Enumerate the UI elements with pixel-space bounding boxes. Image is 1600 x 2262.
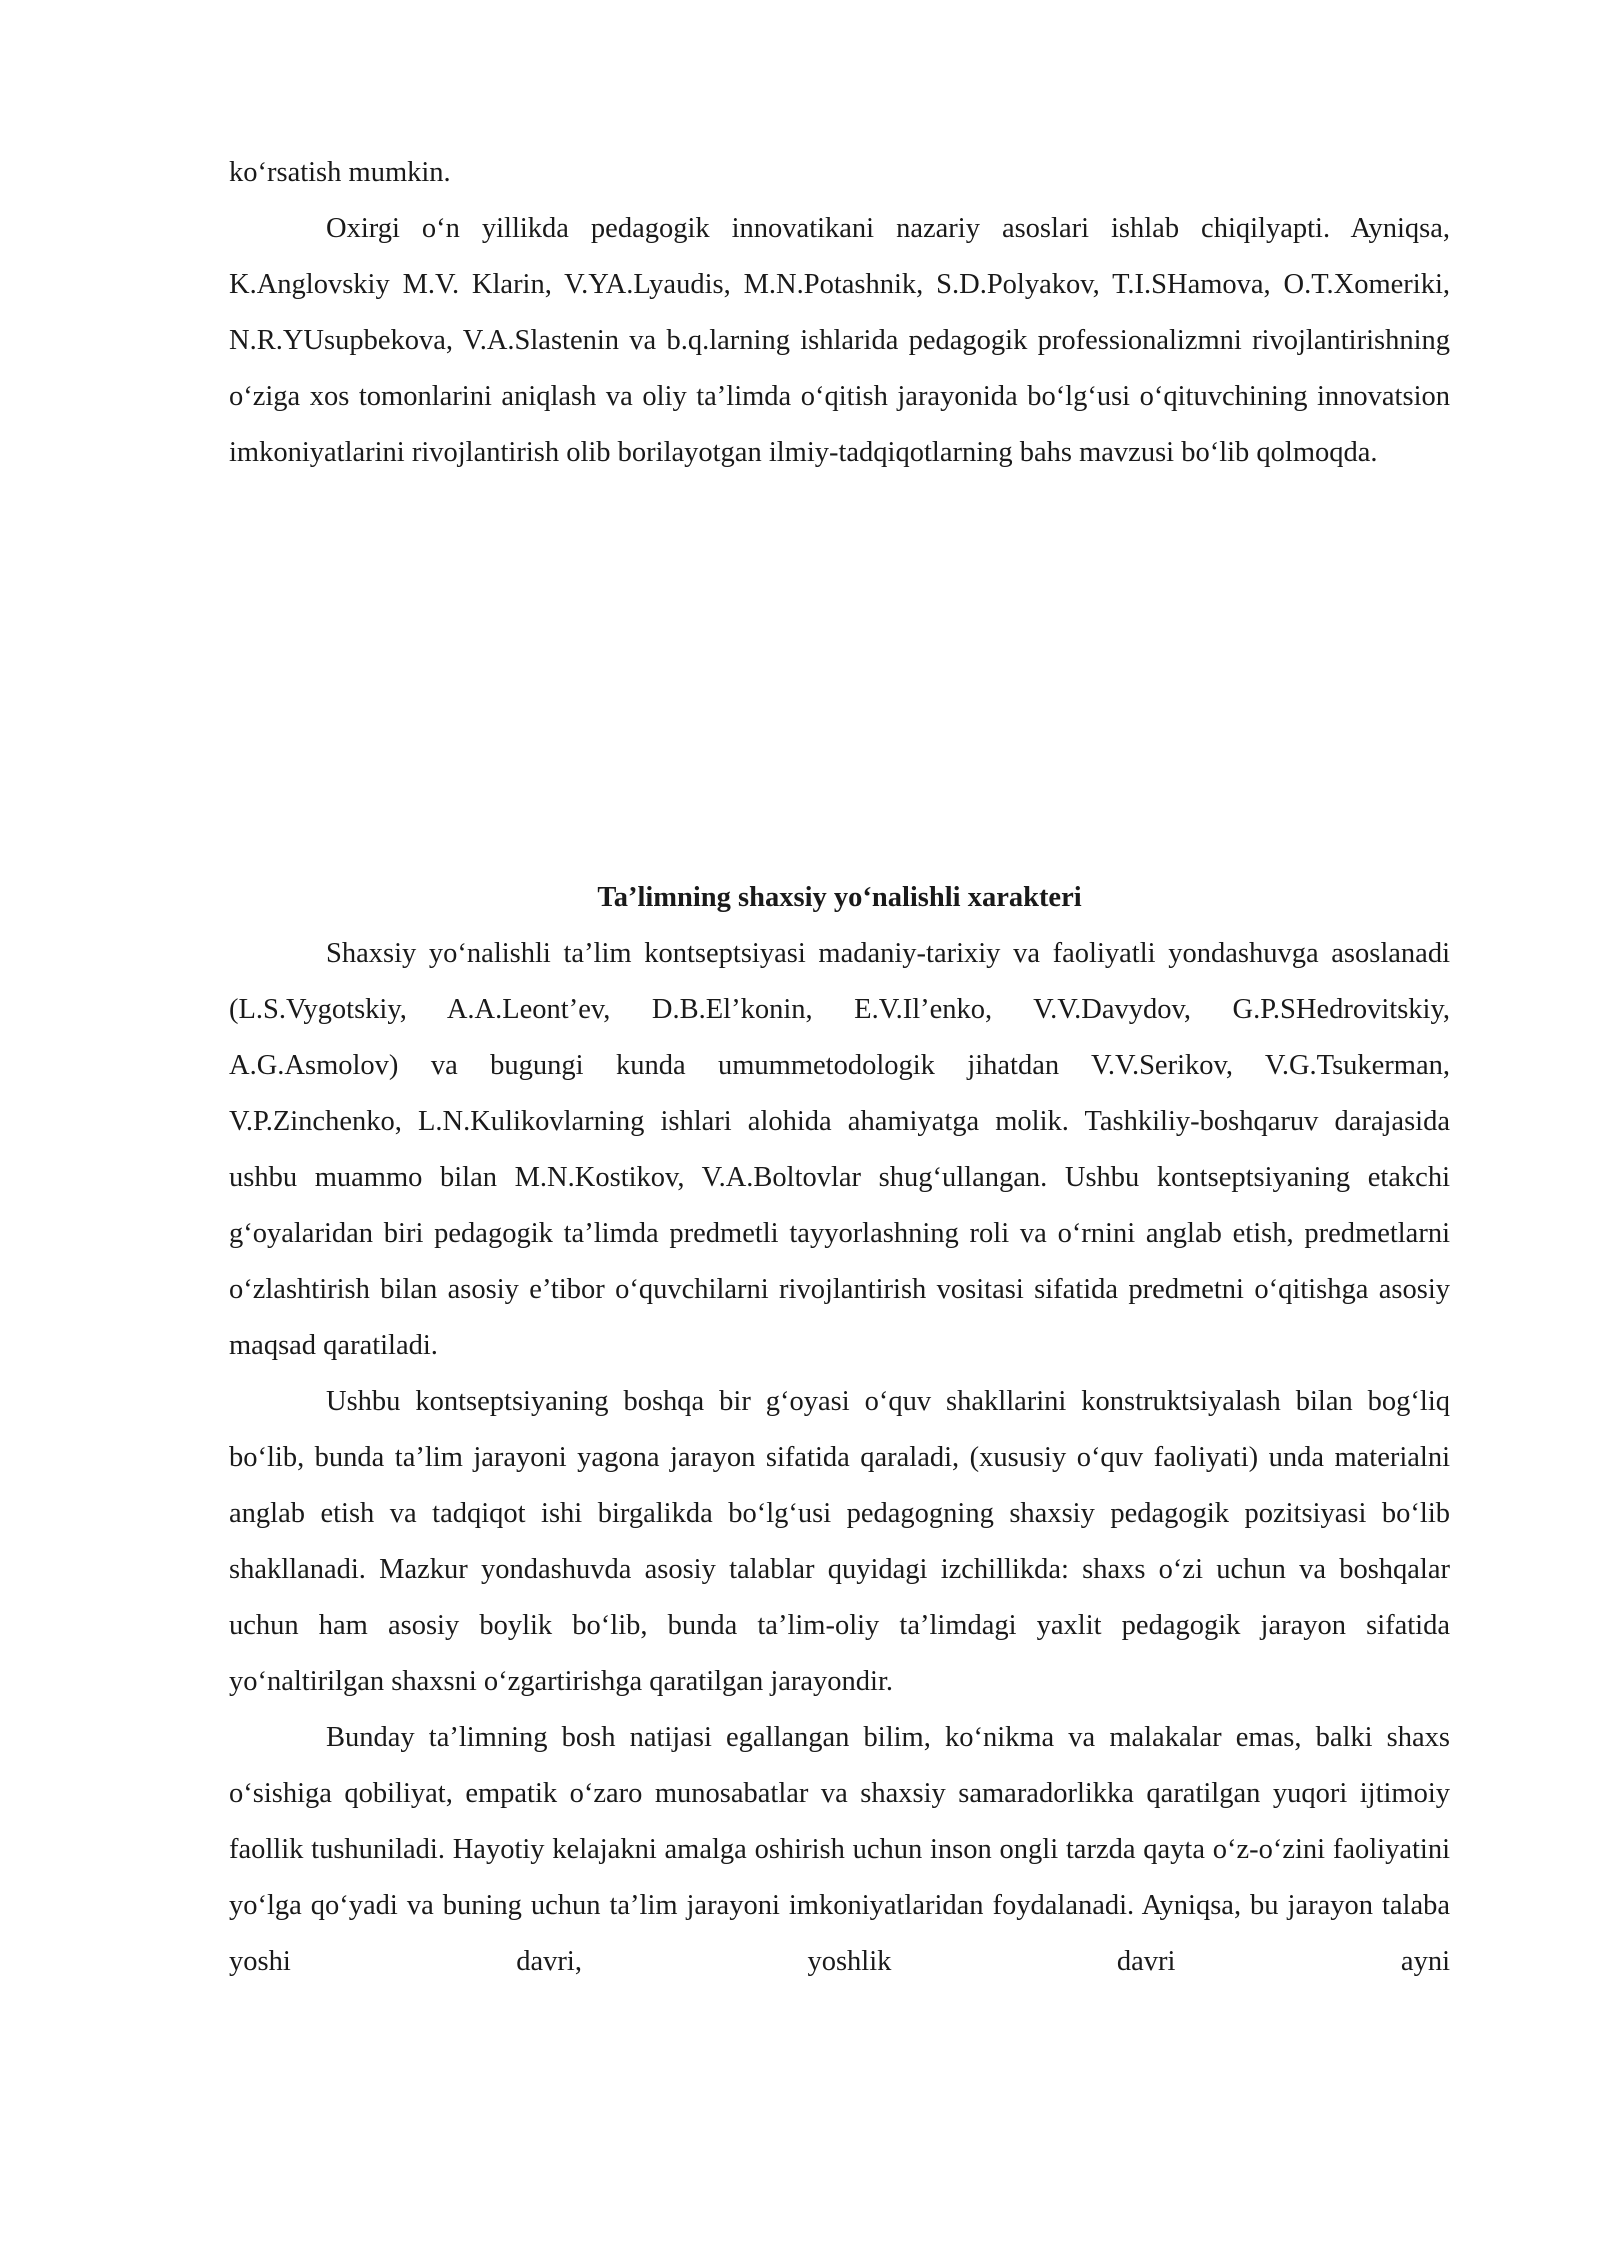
- body-paragraph: Bunday ta’limning bosh natijasi egallangan bilim, ko‘nikma va malakalar emas, balki shaxs o‘sishiga qobiliyat, empatik o‘zaro munosabatlar va shaxsiy samaradorlikka qaratilgan yuqori ijtimoiy faollik tushuniladi. Hayotiy kelajakni amalga oshirish uchun inson ongli tarzda qayta o‘z-o‘zini faoliyatini yo‘lga qo‘yadi va buning uchun ta’lim jarayoni imkoniyatlaridan foydalanadi. Ayniqsa, bu jarayon talaba yoshi davri, yoshlik davri ayni: [229, 1722, 1450, 1977]
- continuation-line: ko‘rsatish mumkin.: [229, 157, 451, 188]
- body-paragraph: Shaxsiy yo‘nalishli ta’lim kontseptsiyasi madaniy-tarixiy va faoliyatli yondashuvga asoslanadi (L.S.Vygotskiy, A.A.Leont’ev, D.B.El’konin, E.V.Il’enko, V.V.Davydov, G.P.SHedrovitskiy, A.G.Asmolov) va bugungi kunda umummetodologik jihatdan V.V.Serikov, V.G.Tsukerman, V.P.Zinchenko, L.N.Kulikovlarning ishlari alohida ahamiyatga molik. Tashkiliy-boshqaruv darajasida ushbu muammo bilan M.N.Kostikov, V.A.Boltovlar shug‘ullangan. Ushbu kontseptsiyaning etakchi g‘oyalaridan biri pedagogik ta’limda predmetli tayyorlashning roli va o‘rnini anglab etish, predmetlarni o‘zlashtirish bilan asosiy e’tibor o‘quvchilarni rivojlantirish vositasi sifatida predmetni o‘qitishga asosiy maqsad qaratiladi.: [229, 938, 1450, 1361]
- main-text-block: [229, 926, 1450, 1990]
- top-text-block: [229, 145, 1450, 481]
- intro-paragraph: Oxirgi o‘n yillikda pedagogik innovatikani nazariy asoslari ishlab chiqilyapti. Ayniqsa, K.Anglovskiy M.V. Klarin, V.YA.Lyaudis, M.N.Potashnik, S.D.Polyakov, T.I.SHamova, O.T.Xomeriki, N.R.YUsupbekova, V.A.Slastenin va b.q.larning ishlarida pedagogik professionalizmni rivojlantirishning o‘ziga xos tomonlarini aniqlash va oliy ta’limda o‘qitish jarayonida bo‘lg‘usi o‘qituvchining innovatsion imkoniyatlarini rivojlantirish olib borilayotgan ilmiy-tadqiqotlarning bahs mavzusi bo‘lib qolmoqda.: [229, 213, 1450, 468]
- section-heading: Ta’limning shaxsiy yo‘nalishli xarakteri: [597, 882, 1082, 913]
- body-paragraph: Ushbu kontseptsiyaning boshqa bir g‘oyasi o‘quv shakllarini konstruktsiyalash bilan bog‘liq bo‘lib, bunda ta’lim jarayoni yagona jarayon sifatida qaraladi, (xususiy o‘quv faoliyati) unda materialni anglab etish va tadqiqot ishi birgalikda bo‘lg‘usi pedagogning shaxsiy pedagogik pozitsiyasi bo‘lib shakllanadi. Mazkur yondashuvda asosiy talablar quyidagi izchillikda: shaxs o‘zi uchun va boshqalar uchun ham asosiy boylik bo‘lib, bunda ta’lim-oliy ta’limdagi yaxlit pedagogik jarayon sifatida yo‘naltirilgan shaxsni o‘zgartirishga qaratilgan jarayondir.: [229, 1386, 1450, 1697]
